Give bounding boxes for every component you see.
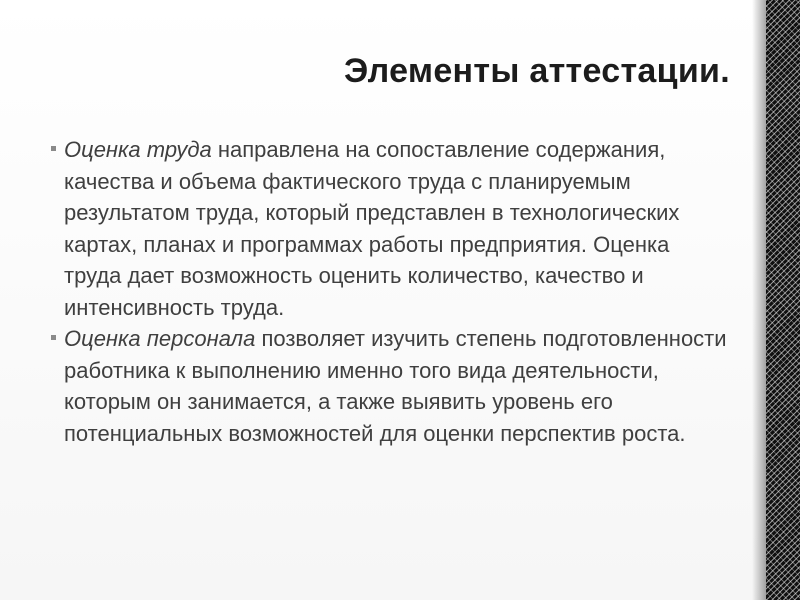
slide-edge-shadow <box>752 0 766 600</box>
slide-title: Элементы аттестации. <box>344 52 730 90</box>
square-bullet-icon <box>51 335 56 340</box>
bullet-list <box>48 134 728 449</box>
bullet-text: позволяет изучить степень подготовленности работника к выполнению именно того вида деятельности, которым он занимается, а также выявить уровень его потенциальных возможностей для оценки перспектив роста. <box>64 326 727 446</box>
square-bullet-icon <box>51 146 56 151</box>
bullet-item-labor-evaluation <box>48 134 728 323</box>
bullet-term: Оценка труда <box>64 137 212 162</box>
decorative-edge-pattern <box>766 0 800 600</box>
bullet-item-personnel-evaluation <box>48 323 728 449</box>
bullet-text: направлена на сопоставление содержания, качества и объема фактического труда с планируемым результатом труда, который представлен в технологических картах, планах и программах работы предприятия. Оценка труда дает возможность оценить количество, качество и интенсивность труда. <box>64 137 680 320</box>
bullet-term: Оценка персонала <box>64 326 256 351</box>
